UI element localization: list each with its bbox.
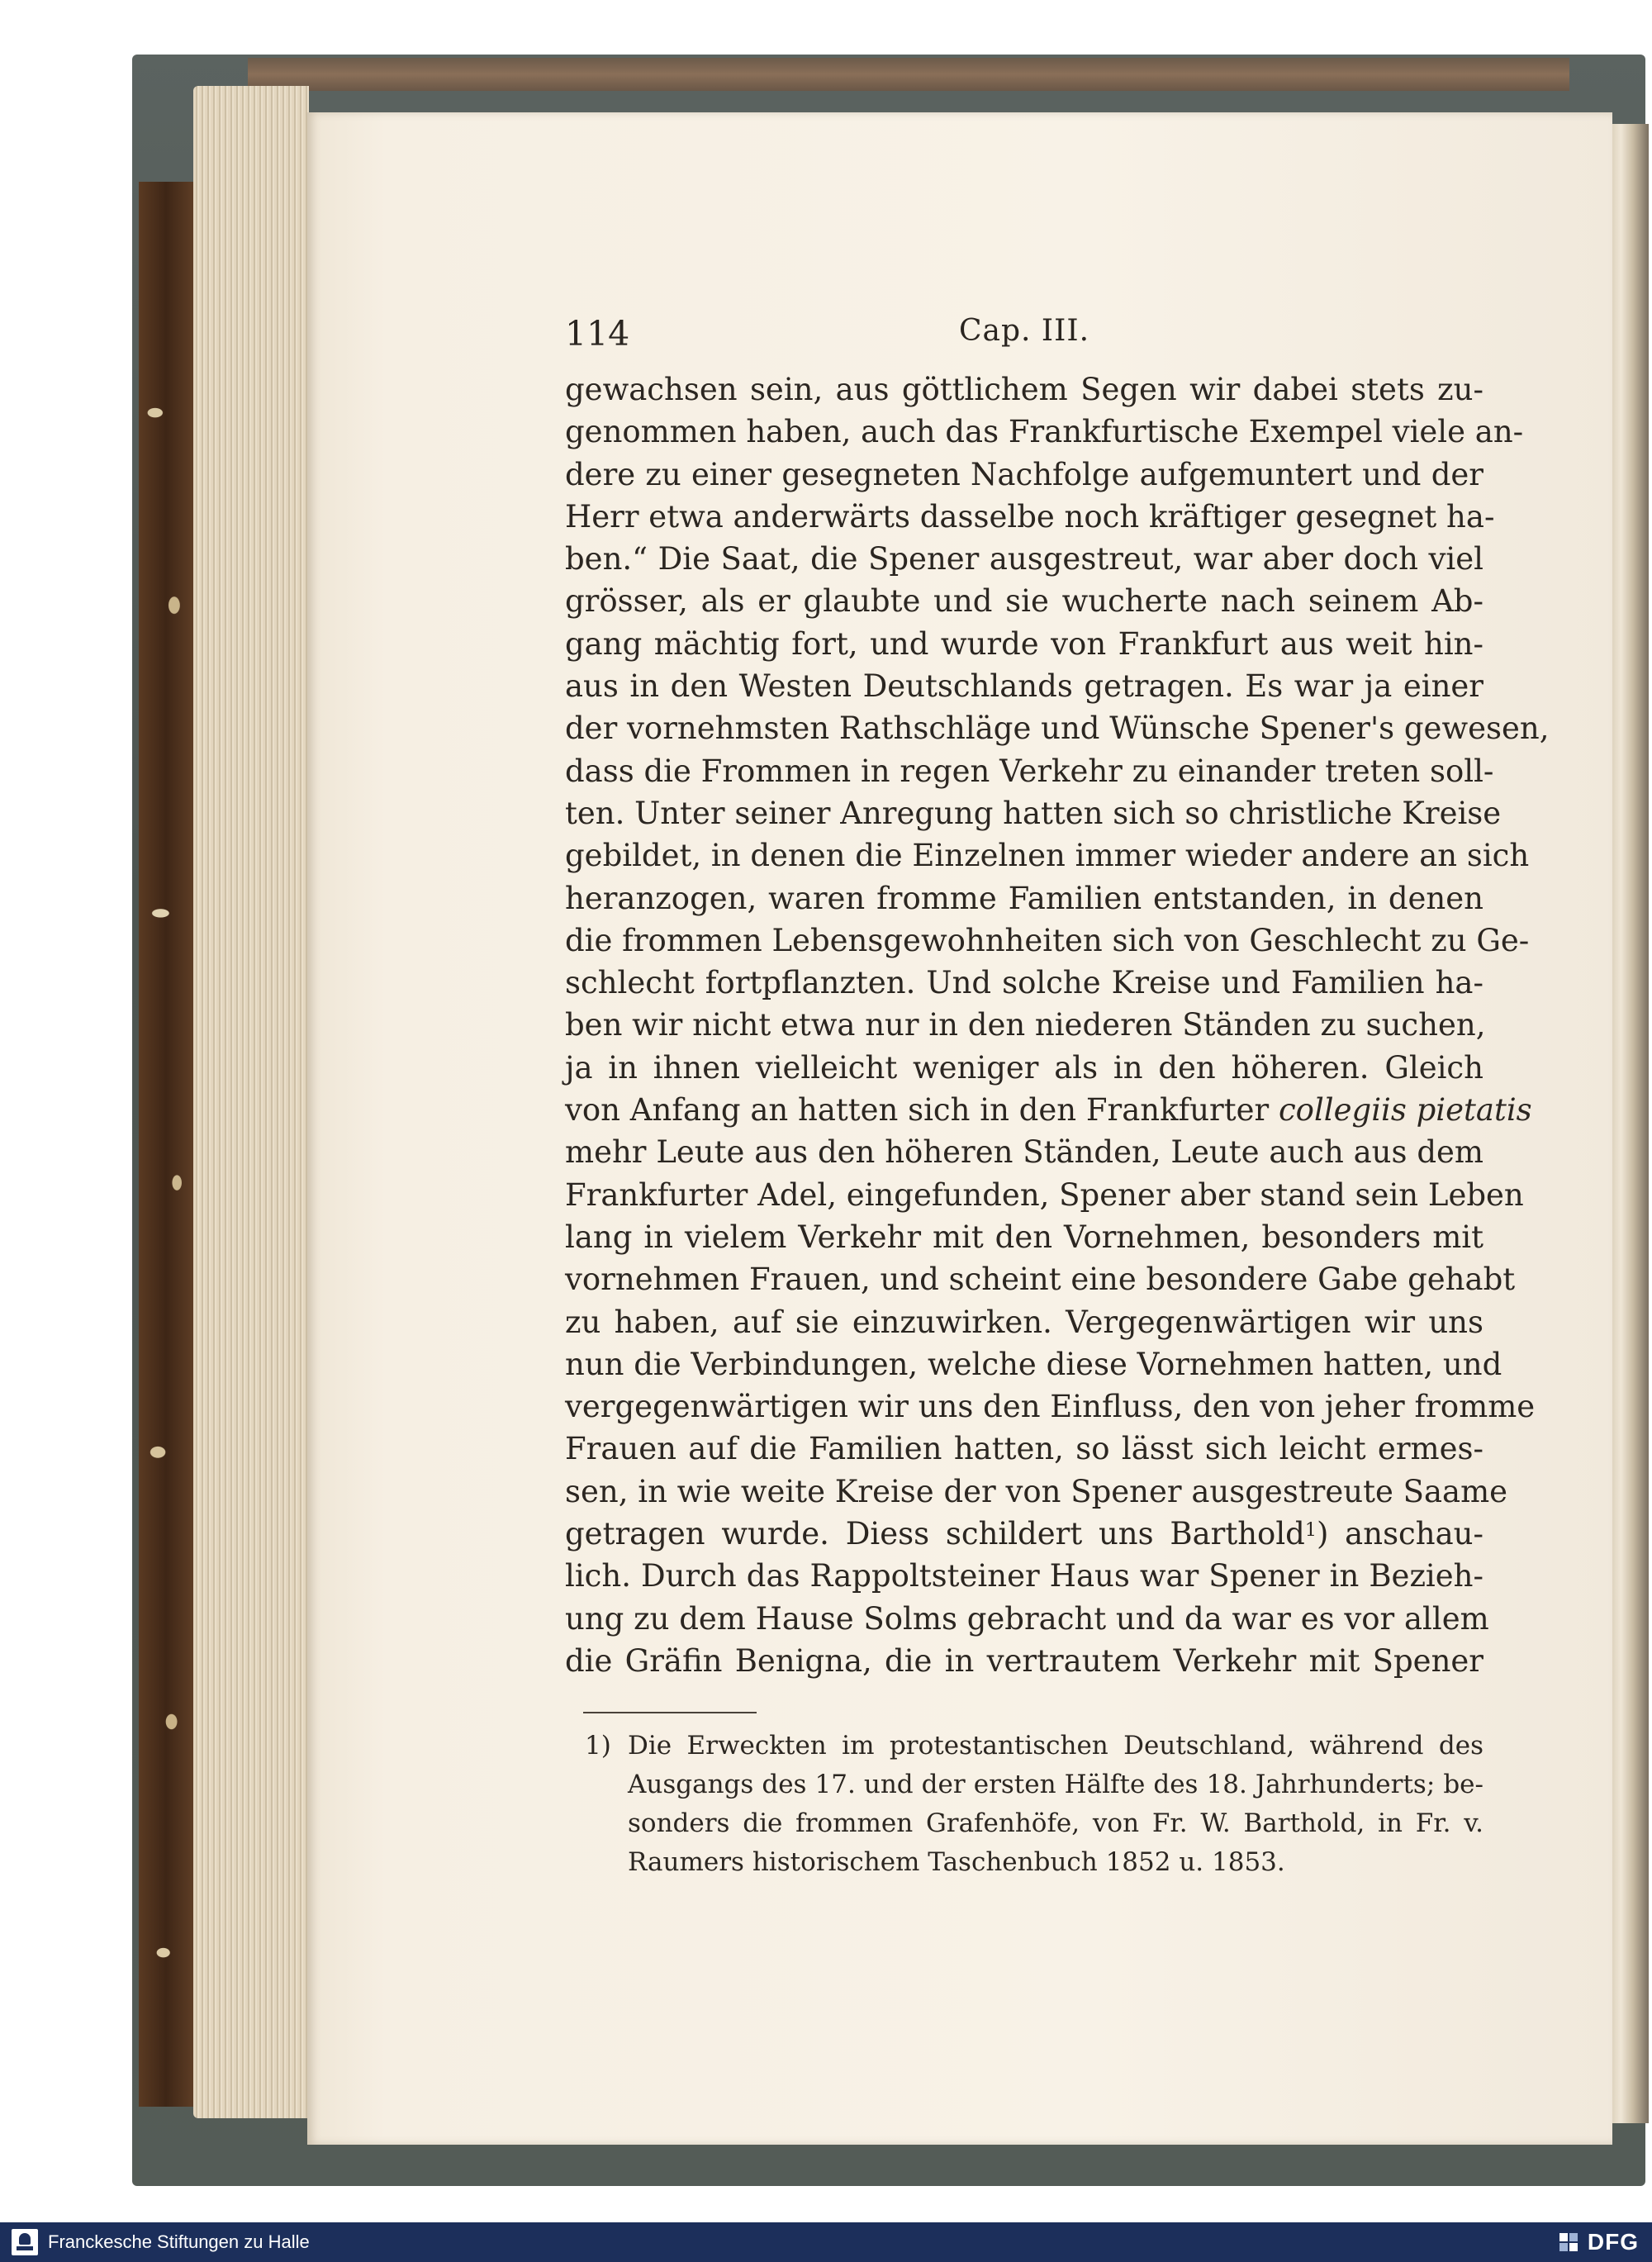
text-line: dere zu einer gesegneten Nachfolge aufgemuntert und der [565, 456, 1483, 492]
footer-institution[interactable]: Franckesche Stiftungen zu Halle [48, 2231, 310, 2252]
marbled-cover-edge [139, 182, 193, 2107]
line-text: getragen wurde. Diess schildert uns Barthold [565, 1516, 1305, 1552]
text-line: ben wir nicht etwa nur in den niederen Ständen zu suchen, [565, 1007, 1486, 1043]
text-line: grösser, als er glaubte und sie wucherte nach seinem Ab- [565, 583, 1483, 620]
book-top-edge [248, 58, 1569, 91]
text-line: ung zu dem Hause Solms gebracht und da war es vor allem [565, 1600, 1489, 1637]
text-line: vornehmen Frauen, und scheint eine besondere Gabe gehabt [565, 1262, 1516, 1298]
footnote-line: Die Erweckten im protestantischen Deutschland, während des [628, 1731, 1483, 1761]
text-line-footnote-ref [565, 1513, 1483, 1555]
footnote-line: sonders die frommen Grafenhöfe, von Fr. W. Barthold, in Fr. v. [628, 1808, 1483, 1838]
footnote-divider [583, 1712, 757, 1713]
italic-phrase: collegiis pietatis [1278, 1092, 1532, 1129]
footer-dfg[interactable]: DFG [1587, 2229, 1639, 2255]
text-line: genommen haben, auch das Frankfurtische Exempel viele an- [565, 414, 1524, 450]
page-number: 114 [565, 314, 630, 354]
text-line: gang mächtig fort, und wurde von Frankfurt aus weit hin- [565, 625, 1483, 662]
text-line: gebildet, in denen die Einzelnen immer wieder andere an sich [565, 838, 1530, 874]
institution-logo-icon [12, 2229, 38, 2255]
footnote-line: Ausgangs des 17. und der ersten Hälfte des 18. Jahrhunderts; be- [628, 1770, 1483, 1799]
text-line: sen, in wie weite Kreise der von Spener ausgestreute Saame [565, 1473, 1508, 1509]
line-text: von Anfang an hatten sich in den Frankfurter [565, 1092, 1270, 1129]
facing-page-edge [1609, 124, 1649, 2123]
line-text-tail: ) anschau- [1316, 1516, 1484, 1552]
text-line: Herr etwa anderwärts dasselbe noch kräftiger gesegnet ha- [565, 498, 1495, 535]
text-line: Frauen auf die Familien hatten, so lässt sich leicht ermes- [565, 1431, 1483, 1467]
text-line: mehr Leute aus den höheren Ständen, Leute auch aus dem [565, 1134, 1483, 1171]
text-line: ja in ihnen vielleicht weniger als in den höheren. Gleich [565, 1049, 1483, 1086]
text-line: dass die Frommen in regen Verkehr zu einander treten soll- [565, 753, 1494, 789]
footer-bar [0, 2222, 1652, 2262]
text-line: die Gräfin Benigna, die in vertrautem Verkehr mit Spener [565, 1642, 1483, 1679]
running-head: Cap. III. [958, 314, 1090, 348]
text-line: vergegenwärtigen wir uns den Einfluss, den von jeher fromme [565, 1389, 1536, 1425]
text-line: die frommen Lebensgewohnheiten sich von Geschlecht zu Ge- [565, 922, 1530, 958]
text-line: aus in den Westen Deutschlands getragen. Es war ja einer [565, 668, 1483, 705]
text-line: gewachsen sein, aus göttlichem Segen wir dabei stets zu- [565, 372, 1483, 407]
text-line: nun die Verbindungen, welche diese Vornehmen hatten, und [565, 1346, 1502, 1382]
footnote-reference[interactable]: 1 [1304, 1519, 1317, 1542]
text-line: Frankfurter Adel, eingefunden, Spener aber stand sein Leben [565, 1176, 1524, 1213]
text-line: ben.“ Die Saat, die Spener ausgestreut, war aber doch viel [565, 541, 1483, 577]
dfg-logo-icon [1558, 2231, 1579, 2253]
text-line: lang in vielem Verkehr mit den Vornehmen, besonders mit [565, 1219, 1483, 1255]
text-line: heranzogen, waren fromme Familien entstanden, in denen [565, 880, 1483, 916]
page-stack-edge [193, 86, 309, 2118]
text-line: lich. Durch das Rappoltsteiner Haus war Spener in Bezieh- [565, 1558, 1483, 1594]
footnote [585, 1727, 1483, 1882]
text-line: ten. Unter seiner Anregung hatten sich so christliche Kreise [565, 795, 1502, 831]
body-text [565, 368, 1550, 1682]
text-line-italic-phrase [565, 1089, 1532, 1131]
text-line: schlecht fortpflanzten. Und solche Kreise und Familien ha- [565, 965, 1483, 1001]
text-line: der vornehmsten Rathschläge und Wünsche Spener's gewesen, [565, 710, 1550, 747]
footnote-marker: 1) [585, 1731, 611, 1761]
page-header [565, 314, 1483, 364]
text-line: zu haben, auf sie einzuwirken. Vergegenwärtigen wir uns [565, 1304, 1483, 1340]
footnote-line: Raumers historischem Taschenbuch 1852 u. 1853. [628, 1847, 1285, 1877]
